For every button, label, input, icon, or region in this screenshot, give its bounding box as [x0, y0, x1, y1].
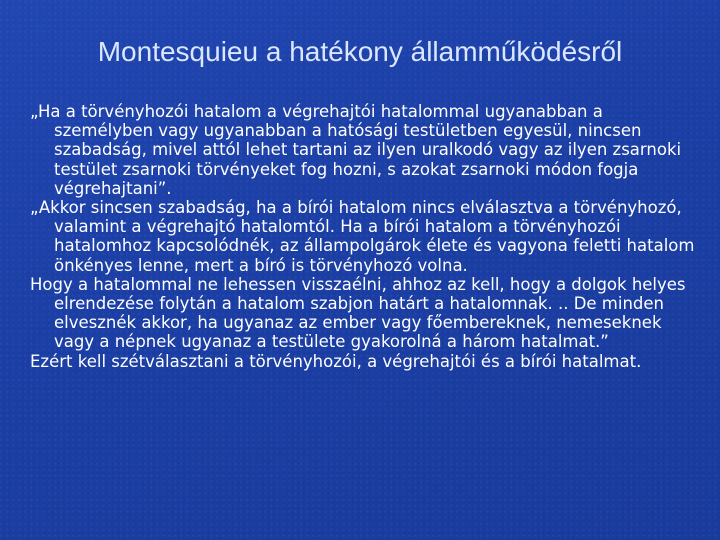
quote-paragraph-1: „Ha a törvényhozói hatalom a végrehajtói hatalommal ugyanabban a személyben vagy ugyanabban a hatósági testületben egyesül, nincsen szabadság, mivel attól lehet tartani az ilyen uralkodó vagy az ilyen zsarnoki testület zsarnoki törvényeket fog hozni, s azokat zsarnoki módon fogja végrehajtani”. [30, 102, 682, 198]
slide-body [30, 102, 702, 371]
quote-paragraph-3: Hogy a hatalommal ne lehessen visszaélni, ahhoz az kell, hogy a dolgok helyes elrendezése folytán a hatalom szabjon határt a hatalomnak. .. De minden elvesznék akkor, ha ugyanaz az ember vagy főembereknek, nemeseknek vagy a népnek ugyanaz a testülete gyakorolná a három hatalmat.” [30, 274, 686, 352]
conclusion-paragraph: Ezért kell szétválasztani a törvényhozói, a végrehajtói és a bírói hatalmat. [30, 351, 642, 371]
slide-title: Montesquieu a hatékony államműködésről [97, 36, 623, 67]
quote-paragraph-2: „Akkor sincsen szabadság, ha a bírói hatalom nincs elválasztva a törvényhozó, valamint a végrehajtó hatalomtól. Ha a bírói hatalom a törvényhozói hatalomhoz kapcsolódnék, az állampolgárok élete és vagyona feletti hatalom önkényes lenne, mert a bíró is törvényhozó volna. [30, 198, 695, 275]
